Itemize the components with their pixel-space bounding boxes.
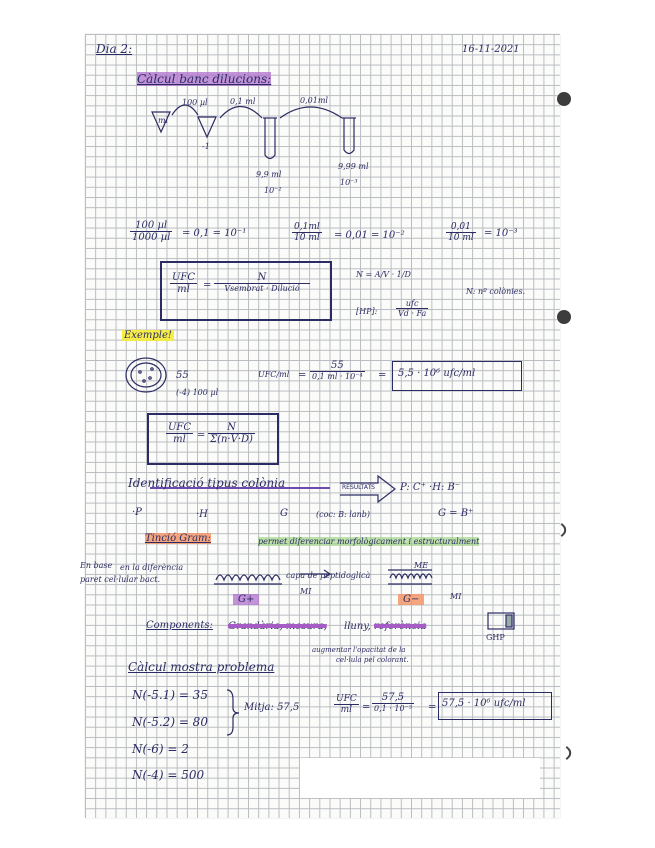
dilution-label: -1	[202, 142, 210, 151]
cell-wall-gneg-sketch	[390, 574, 432, 578]
equals: =	[203, 280, 212, 291]
tube-dilution: 10⁻²	[264, 186, 282, 195]
gram-positive: G+	[233, 594, 259, 605]
equals: =	[298, 370, 307, 381]
results-label: RESULTATS	[342, 484, 375, 491]
tube-volume: 9,99 ml	[338, 162, 369, 171]
ufc-per-ml: UFC/ml	[258, 370, 290, 379]
fraction: 100 µl 1000 µl	[132, 220, 171, 243]
plate-dilution: (-4) 100 µl	[176, 388, 219, 397]
cell-wall-gpos-sketch	[216, 575, 280, 580]
inner-membrane: MI	[450, 592, 462, 601]
side-note: En base	[80, 561, 113, 570]
section-title-dilutions: Càlcul banc dilucions:	[137, 72, 272, 86]
components-note: augmentar l'opacitat de la	[312, 646, 406, 654]
brace	[227, 690, 239, 735]
equals: =	[378, 370, 387, 381]
fraction-result: = 0,1 = 10⁻¹	[182, 228, 247, 239]
components-title: Components:	[146, 620, 213, 631]
outer-membrane: ME	[414, 561, 429, 570]
inner-membrane: MI	[300, 587, 312, 596]
colony-p: ·P	[132, 507, 142, 518]
colony-cocci: (coc: B: lanb)	[316, 510, 370, 519]
formula-n-description: N: nº colònies.	[466, 287, 526, 296]
equals: =	[362, 702, 371, 713]
fraction: $\frac{0,1ml}{10 ml}$	[294, 222, 320, 243]
fraction: UFC ml	[172, 272, 196, 295]
count-row: N(-4) = 500	[132, 768, 205, 782]
example-result: 5,5 · 10⁶ ufc/ml	[398, 368, 476, 379]
colony-g: G	[280, 508, 288, 519]
redaction	[300, 758, 540, 798]
formula-n-definition: N = A/V · 1/D	[356, 270, 411, 279]
count-row: N(-6) = 2	[132, 742, 189, 756]
test-tube-icon	[265, 118, 275, 159]
count-row: N(-5.1) = 35	[132, 688, 208, 702]
volume-label: 0,1 ml	[230, 97, 256, 106]
date: 16-11-2021	[462, 44, 520, 55]
plate-count: 55	[176, 370, 189, 381]
fraction-result: = 10⁻³	[484, 228, 518, 239]
fraction: 55 0,1 ml · 10⁻⁴	[312, 360, 363, 381]
fraction: N Vsembrat · Dilució	[214, 272, 310, 293]
components-struck: referència	[374, 621, 427, 632]
tube-volume: 9,9 ml	[256, 170, 282, 179]
cone-icon	[198, 117, 216, 137]
components-struck: Grandària, mesura,	[228, 621, 327, 632]
identification-results: P: C⁺ ·H: B⁻	[400, 482, 461, 493]
calc-result: 57,5 · 10⁶ ufc/ml	[442, 698, 526, 709]
section-title-identification: Identificació tipus colònia	[128, 476, 286, 490]
equals: =	[197, 430, 206, 441]
fraction: $\frac{N}{\Sigma(n\cdot V\cdot D)}$	[210, 422, 253, 445]
components-far: lluny,	[344, 621, 371, 632]
gram-description: permet diferenciar morfològicament i estructuralment	[258, 537, 480, 546]
volume-label: 0,01ml	[300, 96, 328, 105]
side-note: paret cel·lular bact.	[80, 575, 161, 584]
arrow-icon	[220, 107, 262, 119]
fraction: 57,5 0,1 · 10⁻⁵	[374, 692, 412, 713]
arrow-icon	[280, 107, 342, 118]
mean-value: Mitja: 57,5	[244, 702, 300, 713]
tube-label: ml	[158, 116, 169, 125]
gram-title: Tinció Gram:	[145, 533, 211, 544]
tube-dilution: 10⁻³	[340, 178, 358, 187]
ghp-label: GHP	[486, 633, 505, 642]
day-heading: Dia 2:	[96, 42, 133, 56]
section-title-calc: Càlcul mostra problema	[128, 660, 275, 674]
side-note: en la diferència	[120, 563, 184, 572]
gram-negative: G−	[398, 594, 424, 605]
fraction: UFC ml	[168, 422, 192, 445]
colony-h: ·H	[196, 509, 208, 520]
fraction: UFC ml	[336, 694, 357, 715]
colony-gb: G = B⁺	[438, 508, 474, 519]
count-row: N(-5.2) = 80	[132, 715, 208, 729]
peptidoglycan-label: capa de peptidoglicà	[286, 571, 371, 580]
fraction: $\frac{0,01}{10 ml}$	[448, 222, 474, 243]
fraction-result: = 0,01 = 10⁻²	[334, 230, 405, 241]
test-tube-icon	[344, 118, 354, 154]
components-note: cel·lula pel colorant.	[336, 656, 409, 664]
hp-label: [HP]:	[356, 307, 378, 316]
volume-label: 100 µl	[182, 98, 208, 107]
equals: =	[428, 702, 437, 713]
fraction: ufc Vd · Fa	[398, 299, 427, 318]
example-title: Exemple!	[124, 330, 172, 341]
